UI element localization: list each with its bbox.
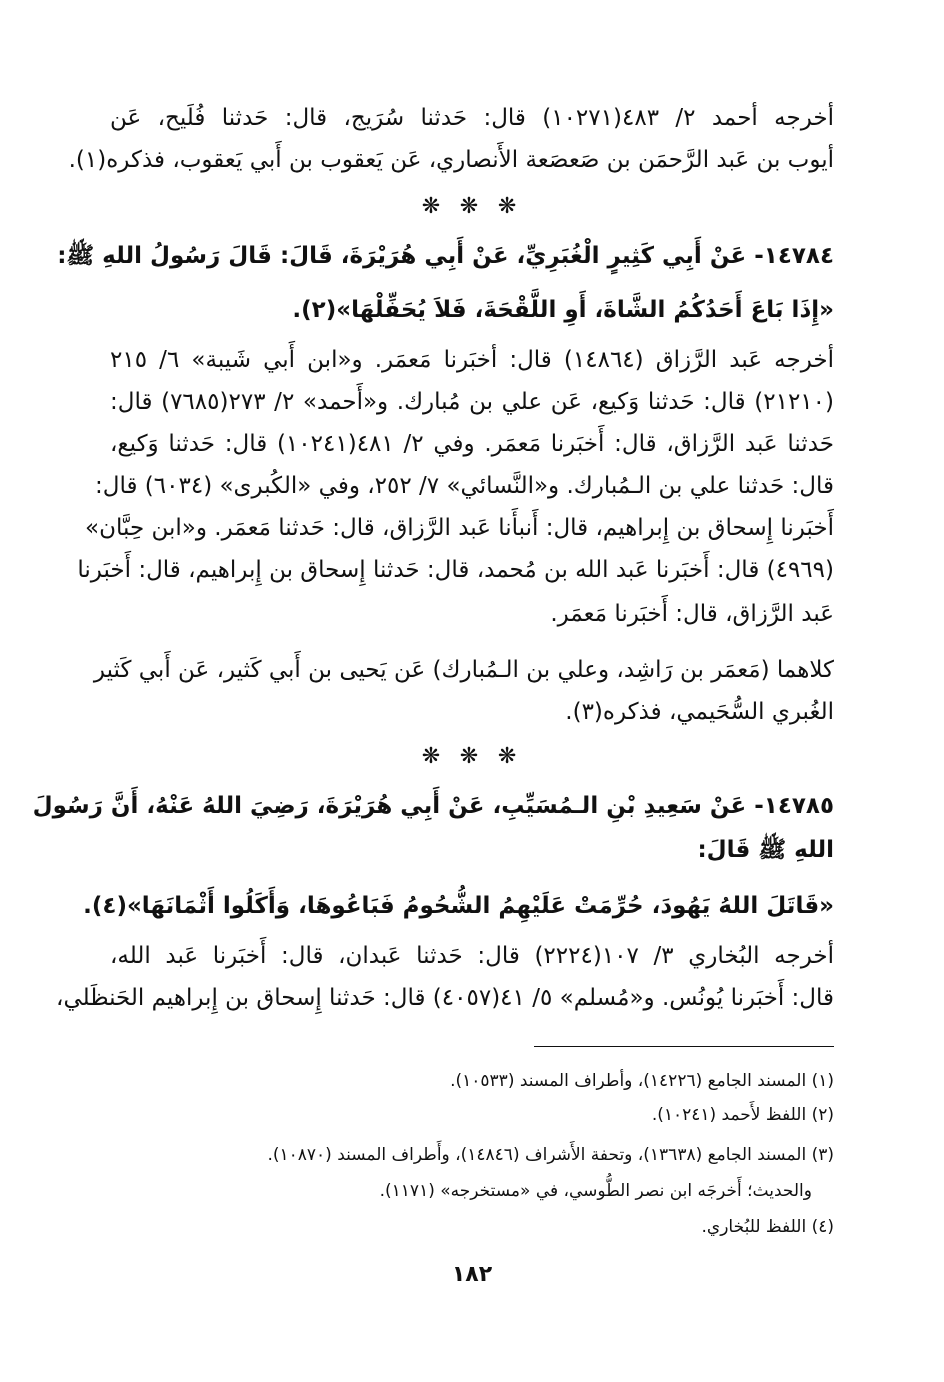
body-line: الغُبري السُّحَيمي، فذكره(٣). xyxy=(565,699,834,725)
body-line: قال: حَدثنا علي بن الـمُبارك. و«النَّسائي» ٧/ ٢٥٢، وفي «الكُبرى» (٦٠٣٤) قال: xyxy=(95,473,834,499)
body-line: عَبد الرَّزاق، قال: أَخبَرنا مَعمَر. xyxy=(550,601,834,627)
hadith-line: ١٤٧٨٥- عَنْ سَعِيدِ بْنِ الـمُسَيِّبِ، عَنْ أَبِي هُرَيْرَةَ، رَضِيَ اللهُ عَنْهُ، أَنَّ رَسُولَ xyxy=(32,793,834,819)
body-line: أَخبَرنا إِسحاق بن إِبراهيم، قال: أَنبأَنا عَبد الرَّزاق، قال: حَدثنا مَعمَر. و«ابن حِبَّان» xyxy=(85,515,834,541)
body-line: قال: أَخبَرنا يُونُس. و«مُسلم» ٥/ ٤١(٤٠٥٧) قال: حَدثنا إِسحاق بن إِبراهيم الحَنظَلي، xyxy=(56,985,834,1011)
footnote: (٤) اللفظ للبُخاري. xyxy=(701,1217,834,1237)
footnote: (٣) المسند الجامع (١٣٦٣٨)، وتحفة الأَشراف (١٤٨٤٦)، وأَطراف المسند (١٠٨٧٠). xyxy=(267,1145,834,1165)
footnote-continuation: والحديث؛ أَخرجَه ابن نصر الطُّوسي، في «مستخرجه» (١١٧١). xyxy=(379,1181,812,1201)
body-line: أيوب بن عَبد الرَّحمَن بن صَعصَعة الأَنصاري، عَن يَعقوب بن أَبي يَعقوب، فذكره(١). xyxy=(68,147,834,173)
footnote: (٢) اللفظ لأَحمد (١٠٢٤١). xyxy=(651,1105,834,1125)
footnote-rule xyxy=(534,1046,834,1047)
body-line: أخرجه البُخاري ٣/ ١٠٧(٢٢٢٤) قال: حَدثنا عَبدان، قال: أَخبَرنا عَبد الله، xyxy=(110,943,834,969)
body-line: (٤٩٦٩) قال: أَخبَرنا عَبد الله بن مُحمد، قال: حَدثنا إِسحاق بن إِبراهيم، قال: أَخبَرنا xyxy=(77,557,834,583)
page-number: ١٨٢ xyxy=(451,1262,493,1287)
hadith-line: «قَاتَلَ اللهُ يَهُودَ، حُرِّمَتْ عَلَيْهِمُ الشُّحُومُ فَبَاعُوهَا، وَأَكَلُوا أَثْمَانَهَا»(٤). xyxy=(83,893,834,919)
body-line: حَدثنا عَبد الرَّزاق، قال: أَخبَرنا مَعمَر. وفي ٢/ ٤٨١(١٠٢٤١) قال: حَدثنا وَكيع، xyxy=(110,431,835,457)
footnote: (١) المسند الجامع (١٤٢٢٦)، وأطراف المسند (١٠٥٣٣). xyxy=(450,1071,834,1091)
hadith-line: «إِذَا بَاعَ أَحَدُكُمُ الشَّاةَ، أَوِ اللَّقْحَةَ، فَلاَ يُحَفِّلْهَا»(٢). xyxy=(292,297,834,323)
body-line: (٢١٢١٠) قال: حَدثنا وَكيع، عَن علي بن مُبارك. و«أَحمد» ٢/ ٢٧٣(٧٦٨٥) قال: xyxy=(110,389,835,415)
hadith-line: ١٤٧٨٤- عَنْ أَبِي كَثِيرٍ الْغُبَرِيِّ، عَنْ أَبِي هُرَيْرَةَ، قَالَ: قَالَ رَسُولُ اللهِ ﷺ: xyxy=(57,243,834,269)
body-line: كلاهما (مَعمَر بن رَاشِد، وعلي بن الـمُبارك) عَن يَحيى بن أَبي كَثير، عَن أَبي كَثير xyxy=(93,657,834,683)
section-separator: ❋ ❋ ❋ xyxy=(421,194,523,219)
body-line: أخرجه أحمد ٢/ ٤٨٣(١٠٢٧١) قال: حَدثنا سُرَيج، قال: حَدثنا فُلَيح، عَن xyxy=(110,105,834,131)
body-line: أخرجه عَبد الرَّزاق (١٤٨٦٤) قال: أخبَرنا مَعمَر. و«ابن أَبي شَيبة» ٦/ ٢١٥ xyxy=(110,347,835,373)
section-separator: ❋ ❋ ❋ xyxy=(421,744,523,769)
hadith-line: اللهِ ﷺ قَالَ: xyxy=(697,837,834,863)
